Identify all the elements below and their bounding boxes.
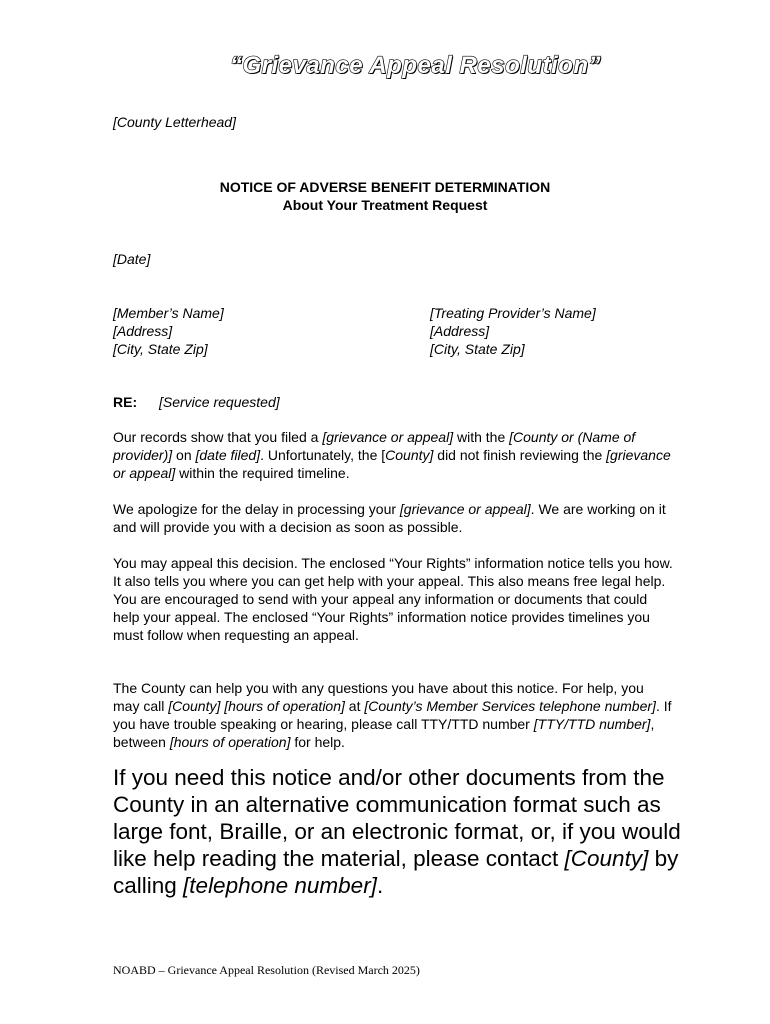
notice-subtitle: About Your Treatment Request <box>282 197 488 213</box>
p4-text-2: at <box>344 698 365 714</box>
p1-text-2: with the <box>453 429 510 445</box>
paragraph-county-help <box>113 679 673 751</box>
p4-placeholder-2: [County’s Member Services telephone number] <box>364 698 656 714</box>
p1-placeholder-1: [grievance or appeal] <box>322 429 454 445</box>
p1-placeholder-4: County] <box>385 447 434 463</box>
re-line <box>113 394 280 410</box>
paragraph-apology <box>113 500 673 536</box>
p1-text-4: . Unfortunately, the [ <box>260 447 386 463</box>
paragraph-appeal-rights: You may appeal this decision. The enclosed “Your Rights” information notice tells you how. It also tells you where you can get help with your appeal. This also means free legal help. You are encouraged to send with your appeal any information or documents that could help your appeal. The enclosed “Your Rights” information notice provides timelines you must follow when requesting an appeal. <box>113 555 673 643</box>
accessibility-notice <box>113 764 683 899</box>
p1-text-1: Our records show that you filed a <box>113 429 323 445</box>
p4-placeholder-1: [County] [hours of operation] <box>168 698 345 714</box>
access-placeholder-county: [County] <box>564 846 649 871</box>
p2-text-2: . We are working on it and will provide you with a decision as soon as possible. <box>113 501 666 535</box>
access-text-1: If you need this notice and/or other documents from the County in an alternative communication format such as large font, Braille, or an electronic format, or, if you would like help reading the material, please contact <box>113 765 681 871</box>
access-placeholder-phone: [telephone number] <box>183 873 377 898</box>
p4-text-4: , between <box>113 716 655 750</box>
notice-title: NOTICE OF ADVERSE BENEFIT DETERMINATION <box>219 179 551 195</box>
re-service: [Service requested] <box>159 394 280 410</box>
p2-placeholder-1: [grievance or appeal] <box>399 501 531 517</box>
member-city: [City, State Zip] <box>113 341 208 357</box>
footer-text: NOABD – Grievance Appeal Resolution (Revised March 2025) <box>113 963 420 977</box>
p4-text-3: . If you have trouble speaking or hearing, please call TTY/TTD number <box>113 698 672 732</box>
p4-placeholder-3: [TTY/TTD number] <box>533 716 651 732</box>
p1-placeholder-2: [County or (Name of provider)] <box>113 429 636 463</box>
provider-address-block <box>430 304 596 358</box>
provider-city: [City, State Zip] <box>430 341 525 357</box>
p1-placeholder-5: [grievance or appeal] <box>113 447 671 481</box>
p2-text-1: We apologize for the delay in processing your <box>113 501 400 517</box>
form-title: “Grievance Appeal Resolution” <box>230 52 602 79</box>
access-text-2: by calling <box>113 846 679 898</box>
provider-address: [Address] <box>430 323 490 339</box>
p4-text-1: The County can help you with any questions you have about this notice. For help, you may call <box>113 680 644 714</box>
p1-placeholder-3: [date filed] <box>195 447 261 463</box>
member-name: [Member’s Name] <box>113 305 224 321</box>
p4-text-5: for help. <box>290 734 345 750</box>
access-text-3: . <box>376 873 384 898</box>
county-letterhead: [County Letterhead] <box>113 114 236 130</box>
p1-text-5: did not finish reviewing the <box>433 447 607 463</box>
p4-placeholder-4: [hours of operation] <box>169 734 291 750</box>
paragraph-records <box>113 428 673 482</box>
member-address-block <box>113 304 224 358</box>
p1-text-6: within the required timeline. <box>175 465 350 481</box>
re-label: RE: <box>113 394 138 410</box>
provider-name: [Treating Provider’s Name] <box>430 305 596 321</box>
date-placeholder: [Date] <box>113 251 151 267</box>
member-address: [Address] <box>113 323 173 339</box>
p1-text-3: on <box>172 447 196 463</box>
